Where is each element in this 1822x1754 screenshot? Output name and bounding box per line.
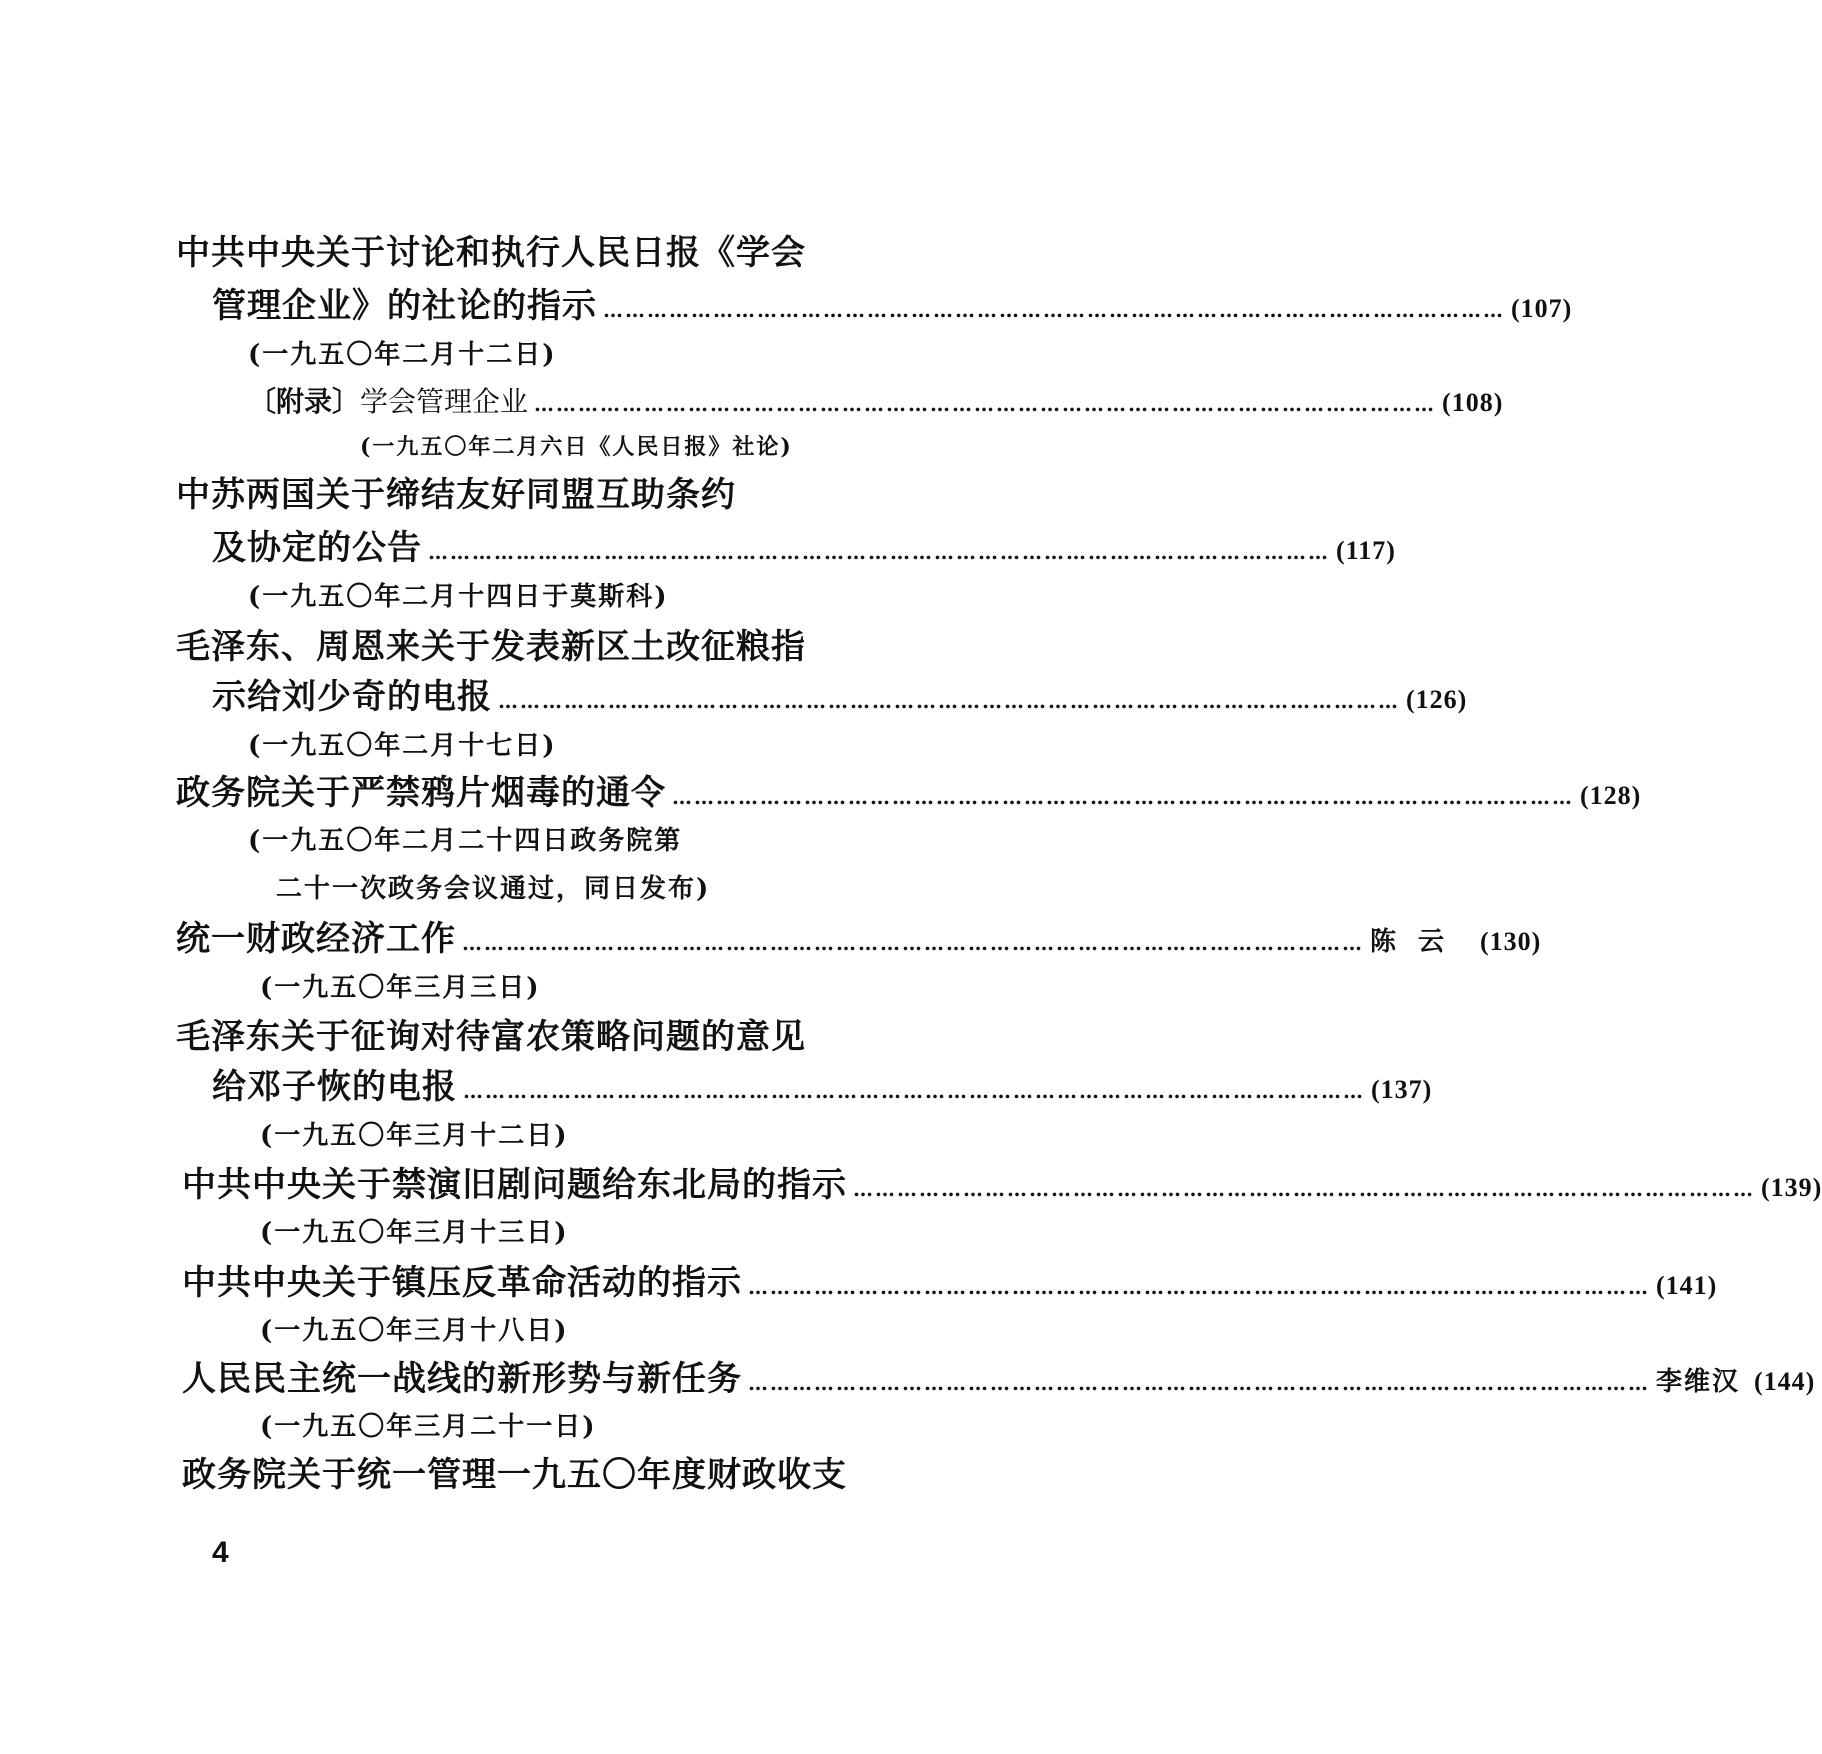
- toc-entry-title: 人民民主统一战线的新形势与新任务 …………………………………………………………………………………………………………… 李维汉 (144): [182, 1359, 1816, 1399]
- toc-entry-title: 中共中央关于禁演旧剧问题给东北局的指示 …………………………………………………………………………………………………………… (139): [182, 1165, 1822, 1205]
- appendix-title: 学会管理企业: [360, 385, 529, 418]
- toc-entry-title: 中苏两国关于缔结友好同盟互助条约: [176, 475, 736, 515]
- page-number: (126): [1406, 685, 1468, 714]
- author-name: 李维汉: [1656, 1367, 1741, 1397]
- toc-entry-title: 毛泽东、周恩来关于发表新区土改征粮指: [176, 627, 806, 667]
- toc-entry-date: (一九五〇年二月六日《人民日报》社论): [360, 434, 793, 460]
- page-number: (141): [1656, 1271, 1718, 1300]
- toc-entry-title: 毛泽东关于征询对待富农策略问题的意见: [176, 1017, 806, 1057]
- page-number: (107): [1511, 294, 1573, 323]
- dot-leader: ……………………………………………………………………………………………………………: [498, 689, 1400, 713]
- dot-leader: ……………………………………………………………………………………………………………: [672, 785, 1574, 809]
- toc-entry-date: (一九五〇年三月十八日): [260, 1316, 569, 1346]
- toc-entry-date-continued: 二十一次政务会议通过，同日发布): [276, 874, 711, 904]
- toc-entry-title-continued: 管理企业》的社论的指示 …………………………………………………………………………………………………………… (107): [212, 286, 1573, 326]
- toc-entry-date: (一九五〇年二月十四日于莫斯科): [248, 582, 669, 612]
- toc-entry-title-continued: 示给刘少奇的电报 …………………………………………………………………………………………………………… (126): [212, 677, 1468, 717]
- toc-entry-title-continued: 给邓子恢的电报 …………………………………………………………………………………………………………… (137): [212, 1067, 1433, 1107]
- page-number: (144): [1754, 1367, 1816, 1396]
- toc-entry-date: (一九五〇年三月二十一日): [260, 1412, 597, 1442]
- toc-entry-title: 政务院关于统一管理一九五〇年度财政收支: [182, 1455, 847, 1495]
- toc-entry-title: 统一财政经济工作 …………………………………………………………………………………………………………… 陈云 (130): [176, 919, 1542, 959]
- toc-appendix-entry: [248, 385, 1504, 418]
- dot-leader: ……………………………………………………………………………………………………………: [853, 1177, 1755, 1201]
- page-number: (139): [1761, 1173, 1822, 1202]
- toc-entry-date: (一九五〇年二月十七日): [248, 731, 557, 761]
- toc-entry-title-continued: 及协定的公告 …………………………………………………………………………………………………………… (117): [212, 528, 1396, 568]
- dot-leader: ……………………………………………………………………………………………………………: [534, 392, 1437, 416]
- page-number: (108): [1442, 388, 1504, 417]
- dot-leader: ……………………………………………………………………………………………………………: [748, 1275, 1650, 1299]
- toc-entry-date: (一九五〇年三月十三日): [260, 1218, 569, 1248]
- page-number: (128): [1580, 781, 1642, 810]
- toc-entry-title: 中共中央关于镇压反革命活动的指示 …………………………………………………………………………………………………………… (141): [182, 1263, 1718, 1303]
- toc-entry-title: 中共中央关于讨论和执行人民日报《学会: [176, 233, 806, 273]
- appendix-tag: 〔附录〕: [248, 385, 361, 418]
- dot-leader: ……………………………………………………………………………………………………………: [463, 1079, 1365, 1103]
- page-number: (117): [1336, 536, 1396, 565]
- dot-leader: ……………………………………………………………………………………………………………: [748, 1371, 1650, 1395]
- page-number: (137): [1371, 1075, 1433, 1104]
- dot-leader: ……………………………………………………………………………………………………………: [428, 540, 1330, 564]
- toc-entry-date: (一九五〇年二月十二日): [248, 340, 557, 370]
- toc-entry-date: (一九五〇年三月十二日): [260, 1121, 569, 1151]
- dot-leader: ……………………………………………………………………………………………………………: [462, 931, 1364, 955]
- toc-entry-title: 政务院关于严禁鸦片烟毒的通令 …………………………………………………………………………………………………………… (128): [176, 773, 1642, 813]
- toc-entry-date: (一九五〇年二月二十四日政务院第: [248, 826, 683, 856]
- toc-entry-date: (一九五〇年三月三日): [260, 973, 541, 1003]
- author-name: 陈云: [1370, 927, 1467, 957]
- page-number: (130): [1480, 927, 1542, 956]
- dot-leader: ……………………………………………………………………………………………………………: [603, 298, 1505, 322]
- page-folio-number: 4: [212, 1536, 229, 1569]
